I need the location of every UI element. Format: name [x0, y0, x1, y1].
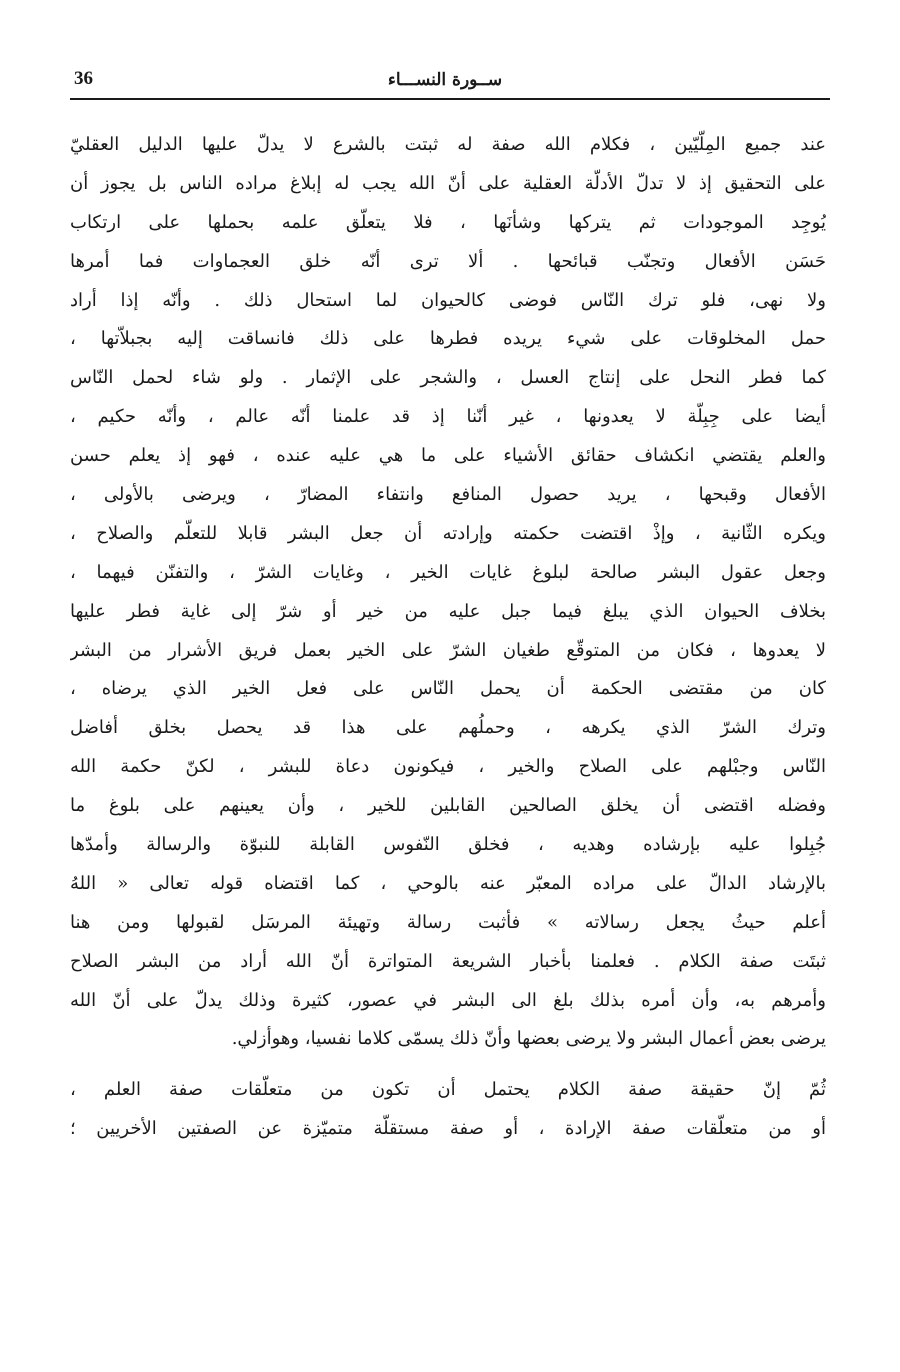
text-line: ثُمّ إنّ حقيقة صفة الكلام يحتمل أن تكون من متعلّقات صفة العلم ،: [70, 1079, 826, 1101]
text-line: لا يعدوها ، فكان من المتوقّع طغيان الشرّ على الخير بعمل فريق الأشرار من البشر: [70, 639, 826, 661]
text-line: أو من متعلّقات صفة الإرادة ، أو صفة مستقلّة متميّزة عن الصفتين الأخريين ؛: [70, 1118, 826, 1140]
body-text: [70, 126, 826, 1149]
text-line: النّاس وجبْلهم على الصلاح والخير ، فيكونون دعاة للبشر ، لكنّ حكمة الله: [70, 756, 826, 778]
text-line: جُبِلوا عليه بإرشاده وهديه ، فخلق النّفوس القابلة للنبوّة والرسالة وأمدّها: [70, 834, 826, 856]
text-line: عند جميع المِلّيّين ، فكلام الله صفة له ثبتت بالشرع لا يدلّ عليها الدليل العقليّ: [70, 134, 826, 155]
text-line: على التحقيق إذ لا تدلّ الأدلّة العقلية على أنّ الله يجب له إبلاغ مراده الناس بل يجوز أن: [70, 172, 826, 194]
text-line: ولا نهى، فلو ترك النّاس فوضى كالحيوان لما استحال ذلك . وأنّه إذا أراد: [70, 289, 826, 311]
text-line: أعلم حيثُ يجعل رسالاته » فأثبت رسالة وتهيئة المرسَل لقبولها ومن هنا: [70, 911, 826, 933]
text-line: حَسَن الأفعال وتجنّب قبائحها . ألا ترى أنّه خلق العجماوات فما أمرها: [70, 250, 826, 272]
text-line: وفضله اقتضى أن يخلق الصالحين القابلين للخير ، وأن يعينهم على بلوغ ما: [70, 795, 826, 817]
running-title: ســورة النســـاء: [387, 70, 503, 90]
text-line: ثبتَت صفة الكلام . فعلمنا بأخبار الشريعة المتواترة أنّ الله أراد من البشر الصلاح: [70, 950, 826, 972]
paragraph: [70, 126, 826, 1059]
page-number: 36: [74, 68, 93, 89]
text-line: كان من مقتضى الحكمة أن يحمل النّاس على فعل الخير الذي يرضاه ،: [70, 678, 826, 700]
text-line: كما فطر النحل على إنتاج العسل ، والشجر على الإثمار . ولو شاء لحمل النّاس: [70, 367, 826, 389]
page-header: [60, 62, 830, 98]
text-line: الأفعال وقبحها ، يريد حصول المنافع وانتفاء المضارّ ، ويرضى بالأولى ،: [70, 484, 826, 506]
text-line: والعلم يقتضي انكشاف حقائق الأشياء على ما هي عليه عنده ، فهو إذ يعلم حسن: [70, 445, 826, 467]
text-line: وأمرهم به، وأن أمره بذلك بلغ الى البشر في عصور، كثيرة وذلك يدلّ على أنّ الله: [70, 989, 826, 1011]
text-line: وترك الشرّ الذي يكرهه ، وحملُهم على هذا قد يحصل بخلق أفاضل: [70, 717, 826, 739]
paragraph: [70, 1071, 826, 1149]
text-line: حمل المخلوقات على شيء يريده فطرها على ذلك فانساقت إليه بجبلاّتها ،: [70, 328, 826, 350]
text-line: يرضى بعض أعمال البشر ولا يرضى بعضها وأنّ ذلك يسمّى كلاما نفسيا، وهوأزلي.: [231, 1028, 826, 1050]
text-line: أيضا على جِبِلّة لا يعدونها ، غير أنّنا إذ قد علمنا أنّه عالم ، وأنّه حكيم ،: [70, 406, 826, 428]
text-line: ويكره الثّانية ، وإذْ اقتضت حكمته وإرادته أن جعل البشر قابلا للتعلّم والصلاح ،: [70, 522, 826, 544]
header-rule: [70, 98, 830, 100]
text-line: بالإرشاد الدالّ على مراده المعبّر عنه بالوحي ، كما اقتضاه قوله تعالى « اللهُ: [70, 872, 826, 894]
text-line: وجعل عقول البشر صالحة لبلوغ غايات الخير ، وغايات الشرّ ، والتفنّن فيهما ،: [70, 561, 826, 583]
book-page: [60, 62, 830, 1352]
text-line: بخلاف الحيوان الذي يبلغ فيما جبل عليه من خير أو شرّ إلى غاية فطر عليها: [70, 600, 826, 622]
text-line: يُوجِد الموجودات ثم يتركها وشأنَها ، فلا يتعلّق علمه بحملها على ارتكاب: [70, 211, 826, 233]
